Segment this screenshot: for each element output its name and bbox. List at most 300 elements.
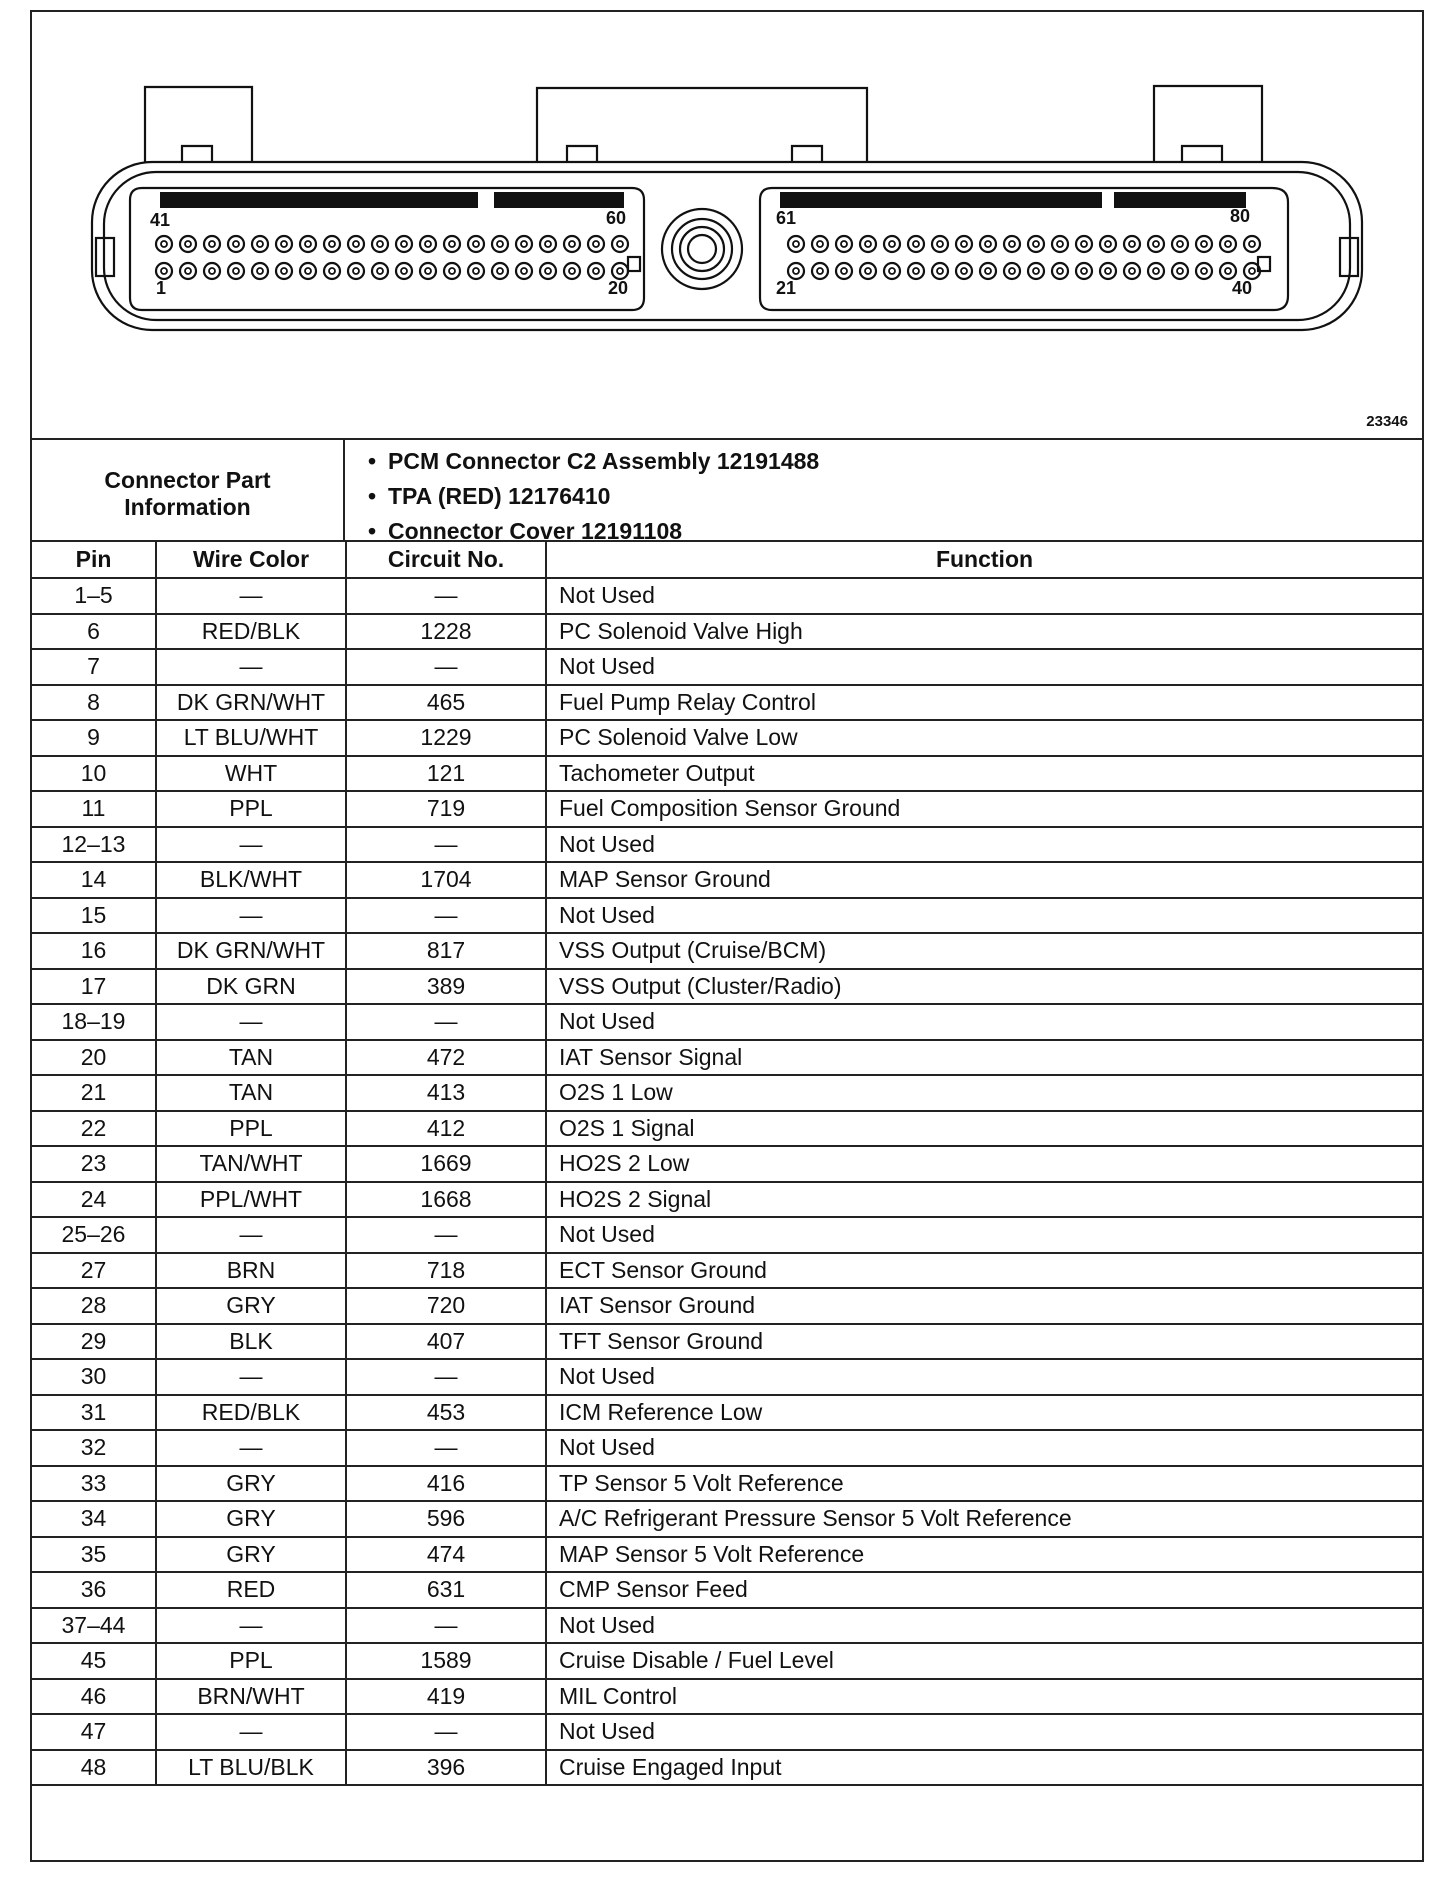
circuit-cell: 413 — [346, 1075, 546, 1111]
pin-hole — [956, 263, 972, 279]
wire-color-cell: — — [156, 898, 346, 934]
pin-hole-center — [913, 268, 919, 274]
pin-hole — [372, 263, 388, 279]
circuit-cell: 412 — [346, 1111, 546, 1147]
info-label-line1: Connector Part — [104, 467, 271, 493]
pin-hole — [1172, 263, 1188, 279]
pin-hole — [1028, 236, 1044, 252]
pin-label-80: 80 — [1230, 206, 1251, 226]
table-row — [32, 756, 1422, 792]
pin-hole-center — [1153, 268, 1159, 274]
pin-grid — [156, 236, 1260, 279]
function-cell: ICM Reference Low — [546, 1395, 1422, 1431]
table-row — [32, 1572, 1422, 1608]
wire-color-cell: — — [156, 1359, 346, 1395]
pin-hole — [1004, 236, 1020, 252]
wire-color-cell: TAN/WHT — [156, 1146, 346, 1182]
figure-number: 23346 — [1366, 413, 1408, 430]
pin-cell: 16 — [32, 933, 156, 969]
function-cell: O2S 1 Signal — [546, 1111, 1422, 1147]
circuit-cell: 453 — [346, 1395, 546, 1431]
pin-label-40: 40 — [1232, 278, 1253, 298]
pin-hole-center — [209, 241, 215, 247]
pin-cell: 34 — [32, 1501, 156, 1537]
circuit-cell: 1589 — [346, 1643, 546, 1679]
table-row — [32, 1004, 1422, 1040]
pin-hole-center — [1081, 241, 1087, 247]
pin-hole — [540, 263, 556, 279]
pin-hole-center — [353, 268, 359, 274]
pin-cell: 46 — [32, 1679, 156, 1715]
connector-part-information — [32, 440, 1422, 542]
pin-hole-center — [617, 268, 623, 274]
wire-color-cell: PPL/WHT — [156, 1182, 346, 1218]
function-cell: Tachometer Output — [546, 756, 1422, 792]
pin-hole-center — [593, 268, 599, 274]
circuit-cell: 396 — [346, 1750, 546, 1786]
pin-hole — [612, 263, 628, 279]
pin-hole-center — [1081, 268, 1087, 274]
pin-hole — [836, 263, 852, 279]
pin-hole-center — [1129, 268, 1135, 274]
pin-hole-center — [161, 268, 167, 274]
circuit-cell: 631 — [346, 1572, 546, 1608]
circuit-cell: — — [346, 1608, 546, 1644]
pin-hole — [1028, 263, 1044, 279]
pin-hole-center — [1057, 241, 1063, 247]
function-cell: HO2S 2 Low — [546, 1146, 1422, 1182]
function-cell: ECT Sensor Ground — [546, 1253, 1422, 1289]
wire-color-cell: GRY — [156, 1466, 346, 1502]
pin-hole — [1124, 263, 1140, 279]
table-row — [32, 1714, 1422, 1750]
pin-hole-center — [961, 241, 967, 247]
header-wire-color: Wire Color — [156, 542, 346, 578]
wire-color-cell: BRN/WHT — [156, 1679, 346, 1715]
pin-hole — [420, 236, 436, 252]
pin-hole-center — [1033, 268, 1039, 274]
wire-color-cell: DK GRN — [156, 969, 346, 1005]
wire-color-cell: — — [156, 649, 346, 685]
table-row — [32, 1501, 1422, 1537]
table-row — [32, 1608, 1422, 1644]
pin-hole-center — [1225, 241, 1231, 247]
pin-hole — [884, 236, 900, 252]
circuit-cell: 474 — [346, 1537, 546, 1573]
pin-hole-center — [1057, 268, 1063, 274]
pin-hole — [372, 236, 388, 252]
circuit-cell: 1229 — [346, 720, 546, 756]
table-row — [32, 1359, 1422, 1395]
pin-hole — [1148, 236, 1164, 252]
function-cell: MAP Sensor 5 Volt Reference — [546, 1537, 1422, 1573]
wire-color-cell: — — [156, 1714, 346, 1750]
pin-hole — [612, 236, 628, 252]
pin-hole — [324, 236, 340, 252]
table-row — [32, 1288, 1422, 1324]
function-cell: VSS Output (Cruise/BCM) — [546, 933, 1422, 969]
part-list — [388, 444, 819, 549]
pin-cell: 45 — [32, 1643, 156, 1679]
wire-color-cell: — — [156, 1430, 346, 1466]
pin-hole — [396, 263, 412, 279]
pin-cell: 21 — [32, 1075, 156, 1111]
table-row — [32, 614, 1422, 650]
pin-hole-center — [1009, 268, 1015, 274]
pin-hole-center — [497, 241, 503, 247]
pin-label-41: 41 — [150, 210, 171, 230]
pin-hole-center — [449, 241, 455, 247]
wire-color-cell: WHT — [156, 756, 346, 792]
pin-hole-center — [1033, 241, 1039, 247]
pin-hole — [228, 263, 244, 279]
pin-cell: 7 — [32, 649, 156, 685]
table-row — [32, 1075, 1422, 1111]
pin-label-61: 61 — [776, 208, 797, 228]
pin-hole-center — [985, 268, 991, 274]
pin-hole-center — [817, 268, 823, 274]
header-function: Function — [546, 542, 1422, 578]
pin-hole-center — [1177, 241, 1183, 247]
part-item: • PCM Connector C2 Assembly 12191488 — [388, 444, 819, 479]
pin-label-60: 60 — [606, 208, 627, 228]
pin-hole — [516, 263, 532, 279]
pin-hole-center — [353, 241, 359, 247]
circuit-cell: 407 — [346, 1324, 546, 1360]
wire-color-cell: — — [156, 1608, 346, 1644]
function-cell: Not Used — [546, 1714, 1422, 1750]
pin-hole-center — [841, 268, 847, 274]
table-row — [32, 1537, 1422, 1573]
table-row — [32, 969, 1422, 1005]
pin-hole-center — [913, 241, 919, 247]
pin-hole-center — [545, 268, 551, 274]
pin-hole-center — [425, 241, 431, 247]
pin-hole-center — [473, 241, 479, 247]
pin-cell: 20 — [32, 1040, 156, 1076]
circuit-cell: 389 — [346, 969, 546, 1005]
function-cell: O2S 1 Low — [546, 1075, 1422, 1111]
pin-hole — [180, 236, 196, 252]
pin-hole — [1052, 263, 1068, 279]
pin-cell: 23 — [32, 1146, 156, 1182]
pin-hole-center — [161, 241, 167, 247]
pin-hole-center — [233, 268, 239, 274]
pin-hole-center — [1153, 241, 1159, 247]
pin-hole — [980, 236, 996, 252]
function-cell: MIL Control — [546, 1679, 1422, 1715]
function-cell: CMP Sensor Feed — [546, 1572, 1422, 1608]
pin-hole — [468, 236, 484, 252]
table-header-row — [32, 542, 1422, 578]
function-cell: TP Sensor 5 Volt Reference — [546, 1466, 1422, 1502]
pin-cell: 22 — [32, 1111, 156, 1147]
function-cell: VSS Output (Cluster/Radio) — [546, 969, 1422, 1005]
pin-hole — [1076, 236, 1092, 252]
table-row — [32, 1430, 1422, 1466]
pin-hole-center — [1129, 241, 1135, 247]
table-row — [32, 898, 1422, 934]
pin-hole — [1100, 236, 1116, 252]
circuit-cell: — — [346, 1359, 546, 1395]
wire-color-cell: PPL — [156, 1643, 346, 1679]
pin-hole-center — [569, 241, 575, 247]
wire-color-cell: LT BLU/BLK — [156, 1750, 346, 1786]
pin-hole — [300, 236, 316, 252]
circuit-cell: 465 — [346, 685, 546, 721]
pin-hole — [276, 263, 292, 279]
table-row — [32, 1466, 1422, 1502]
circuit-cell: — — [346, 827, 546, 863]
function-cell: PC Solenoid Valve High — [546, 614, 1422, 650]
pin-hole — [420, 263, 436, 279]
table-row — [32, 720, 1422, 756]
table-row — [32, 933, 1422, 969]
table-row — [32, 1643, 1422, 1679]
circuit-cell: 720 — [346, 1288, 546, 1324]
circuit-cell: 472 — [346, 1040, 546, 1076]
pin-hole-center — [1177, 268, 1183, 274]
table-row — [32, 862, 1422, 898]
pin-hole-center — [593, 241, 599, 247]
table-row — [32, 685, 1422, 721]
function-cell: Not Used — [546, 578, 1422, 614]
pinout-table — [32, 542, 1422, 1786]
pin-hole — [1244, 236, 1260, 252]
pin-hole — [180, 263, 196, 279]
pin-hole-center — [185, 268, 191, 274]
info-label-line2: Information — [124, 494, 251, 520]
pin-hole-center — [209, 268, 215, 274]
pin-cell: 29 — [32, 1324, 156, 1360]
function-cell: Not Used — [546, 1430, 1422, 1466]
pin-hole-center — [793, 268, 799, 274]
table-row — [32, 1111, 1422, 1147]
pin-cell: 14 — [32, 862, 156, 898]
pin-cell: 8 — [32, 685, 156, 721]
connector-sheet — [30, 10, 1424, 1862]
pin-hole — [788, 236, 804, 252]
pin-hole-center — [889, 241, 895, 247]
wire-color-cell: PPL — [156, 1111, 346, 1147]
pin-hole — [276, 236, 292, 252]
wire-color-cell: TAN — [156, 1075, 346, 1111]
pin-cell: 35 — [32, 1537, 156, 1573]
pin-hole — [156, 236, 172, 252]
pin-hole-center — [1201, 268, 1207, 274]
function-cell: PC Solenoid Valve Low — [546, 720, 1422, 756]
circuit-cell: 817 — [346, 933, 546, 969]
pin-hole-center — [281, 241, 287, 247]
circuit-cell: — — [346, 1430, 546, 1466]
pin-hole — [228, 236, 244, 252]
wire-color-cell: BRN — [156, 1253, 346, 1289]
wire-color-cell: — — [156, 1004, 346, 1040]
pin-hole-center — [961, 268, 967, 274]
function-cell: HO2S 2 Signal — [546, 1182, 1422, 1218]
circuit-cell: — — [346, 1217, 546, 1253]
table-row — [32, 827, 1422, 863]
pin-hole — [204, 236, 220, 252]
pin-cell: 47 — [32, 1714, 156, 1750]
pin-hole — [1220, 263, 1236, 279]
pin-hole-center — [1225, 268, 1231, 274]
wire-color-cell: — — [156, 1217, 346, 1253]
pin-cell: 18–19 — [32, 1004, 156, 1040]
pin-hole-center — [497, 268, 503, 274]
pin-hole — [788, 263, 804, 279]
wire-color-cell: GRY — [156, 1288, 346, 1324]
circuit-cell: 1669 — [346, 1146, 546, 1182]
pin-cell: 33 — [32, 1466, 156, 1502]
pin-hole — [860, 236, 876, 252]
pin-hole-center — [841, 241, 847, 247]
pin-hole — [1196, 236, 1212, 252]
pin-hole-center — [1105, 241, 1111, 247]
pin-hole-center — [937, 268, 943, 274]
circuit-cell: 718 — [346, 1253, 546, 1289]
pin-cell: 9 — [32, 720, 156, 756]
function-cell: Not Used — [546, 1004, 1422, 1040]
wire-color-cell: LT BLU/WHT — [156, 720, 346, 756]
pin-hole-center — [569, 268, 575, 274]
circuit-cell: — — [346, 649, 546, 685]
part-item: • TPA (RED) 12176410 — [388, 479, 819, 514]
pin-hole — [908, 236, 924, 252]
pin-hole — [588, 263, 604, 279]
pin-hole-center — [401, 241, 407, 247]
circuit-cell: — — [346, 578, 546, 614]
pin-hole — [1004, 263, 1020, 279]
pin-cell: 27 — [32, 1253, 156, 1289]
pin-hole-center — [817, 241, 823, 247]
pin-cell: 10 — [32, 756, 156, 792]
pin-hole-center — [1009, 241, 1015, 247]
table-row — [32, 1040, 1422, 1076]
circuit-cell: 719 — [346, 791, 546, 827]
pin-hole-center — [401, 268, 407, 274]
pin-hole-center — [257, 241, 263, 247]
wire-color-cell: DK GRN/WHT — [156, 685, 346, 721]
pin-hole — [204, 263, 220, 279]
function-cell: A/C Refrigerant Pressure Sensor 5 Volt Reference — [546, 1501, 1422, 1537]
pin-hole-center — [257, 268, 263, 274]
function-cell: Cruise Disable / Fuel Level — [546, 1643, 1422, 1679]
circuit-cell: — — [346, 1004, 546, 1040]
function-cell: Cruise Engaged Input — [546, 1750, 1422, 1786]
function-cell: Not Used — [546, 649, 1422, 685]
pin-cell: 37–44 — [32, 1608, 156, 1644]
pin-hole-center — [1249, 268, 1255, 274]
pin-label-21: 21 — [776, 278, 797, 298]
pin-cell: 1–5 — [32, 578, 156, 614]
info-label — [32, 440, 345, 540]
pin-hole — [252, 236, 268, 252]
pin-cell: 24 — [32, 1182, 156, 1218]
pin-label-1: 1 — [156, 278, 167, 298]
wire-color-cell: RED/BLK — [156, 614, 346, 650]
pin-hole-center — [521, 268, 527, 274]
wire-color-cell: RED/BLK — [156, 1395, 346, 1431]
header-pin: Pin — [32, 542, 156, 578]
function-cell: MAP Sensor Ground — [546, 862, 1422, 898]
pin-hole — [932, 236, 948, 252]
pin-hole-center — [185, 241, 191, 247]
pin-hole — [444, 236, 460, 252]
circuit-cell: 596 — [346, 1501, 546, 1537]
pin-hole — [324, 263, 340, 279]
pin-hole-center — [1201, 241, 1207, 247]
wire-color-cell: GRY — [156, 1537, 346, 1573]
function-cell: TFT Sensor Ground — [546, 1324, 1422, 1360]
pin-cell: 25–26 — [32, 1217, 156, 1253]
circuit-cell: — — [346, 1714, 546, 1750]
pin-hole — [252, 263, 268, 279]
table-row — [32, 578, 1422, 614]
pin-hole-center — [281, 268, 287, 274]
function-cell: Not Used — [546, 1359, 1422, 1395]
pin-hole-center — [889, 268, 895, 274]
pin-hole-center — [865, 241, 871, 247]
function-cell: Fuel Composition Sensor Ground — [546, 791, 1422, 827]
pin-cell: 12–13 — [32, 827, 156, 863]
pin-hole-center — [617, 241, 623, 247]
function-cell: Not Used — [546, 1217, 1422, 1253]
pin-hole — [396, 236, 412, 252]
table-row — [32, 1217, 1422, 1253]
pin-hole-center — [937, 241, 943, 247]
pin-hole — [540, 236, 556, 252]
connector-diagram — [32, 12, 1422, 440]
pin-cell: 30 — [32, 1359, 156, 1395]
pin-hole — [956, 236, 972, 252]
pin-cell: 32 — [32, 1430, 156, 1466]
pin-hole — [1100, 263, 1116, 279]
pin-hole-center — [793, 241, 799, 247]
function-cell: IAT Sensor Ground — [546, 1288, 1422, 1324]
table-body — [32, 578, 1422, 1785]
pin-cell: 6 — [32, 614, 156, 650]
pin-hole — [860, 263, 876, 279]
circuit-cell: 1704 — [346, 862, 546, 898]
pin-hole — [156, 263, 172, 279]
pin-hole — [1124, 236, 1140, 252]
pin-hole-center — [233, 241, 239, 247]
table-row — [32, 1146, 1422, 1182]
table-row — [32, 1395, 1422, 1431]
pin-hole — [468, 263, 484, 279]
pin-cell: 48 — [32, 1750, 156, 1786]
pin-hole — [1172, 236, 1188, 252]
pin-hole — [348, 236, 364, 252]
pin-hole — [980, 263, 996, 279]
pin-cell: 15 — [32, 898, 156, 934]
function-cell: Fuel Pump Relay Control — [546, 685, 1422, 721]
pin-hole — [908, 263, 924, 279]
circuit-cell: — — [346, 898, 546, 934]
pin-cell: 28 — [32, 1288, 156, 1324]
pin-hole-center — [377, 241, 383, 247]
function-cell: Not Used — [546, 1608, 1422, 1644]
pin-hole — [1196, 263, 1212, 279]
pin-cell: 31 — [32, 1395, 156, 1431]
pin-hole-center — [329, 268, 335, 274]
pin-label-20: 20 — [608, 278, 629, 298]
wire-color-cell: — — [156, 578, 346, 614]
pin-cell: 17 — [32, 969, 156, 1005]
pin-hole-center — [329, 241, 335, 247]
pin-hole-center — [521, 241, 527, 247]
